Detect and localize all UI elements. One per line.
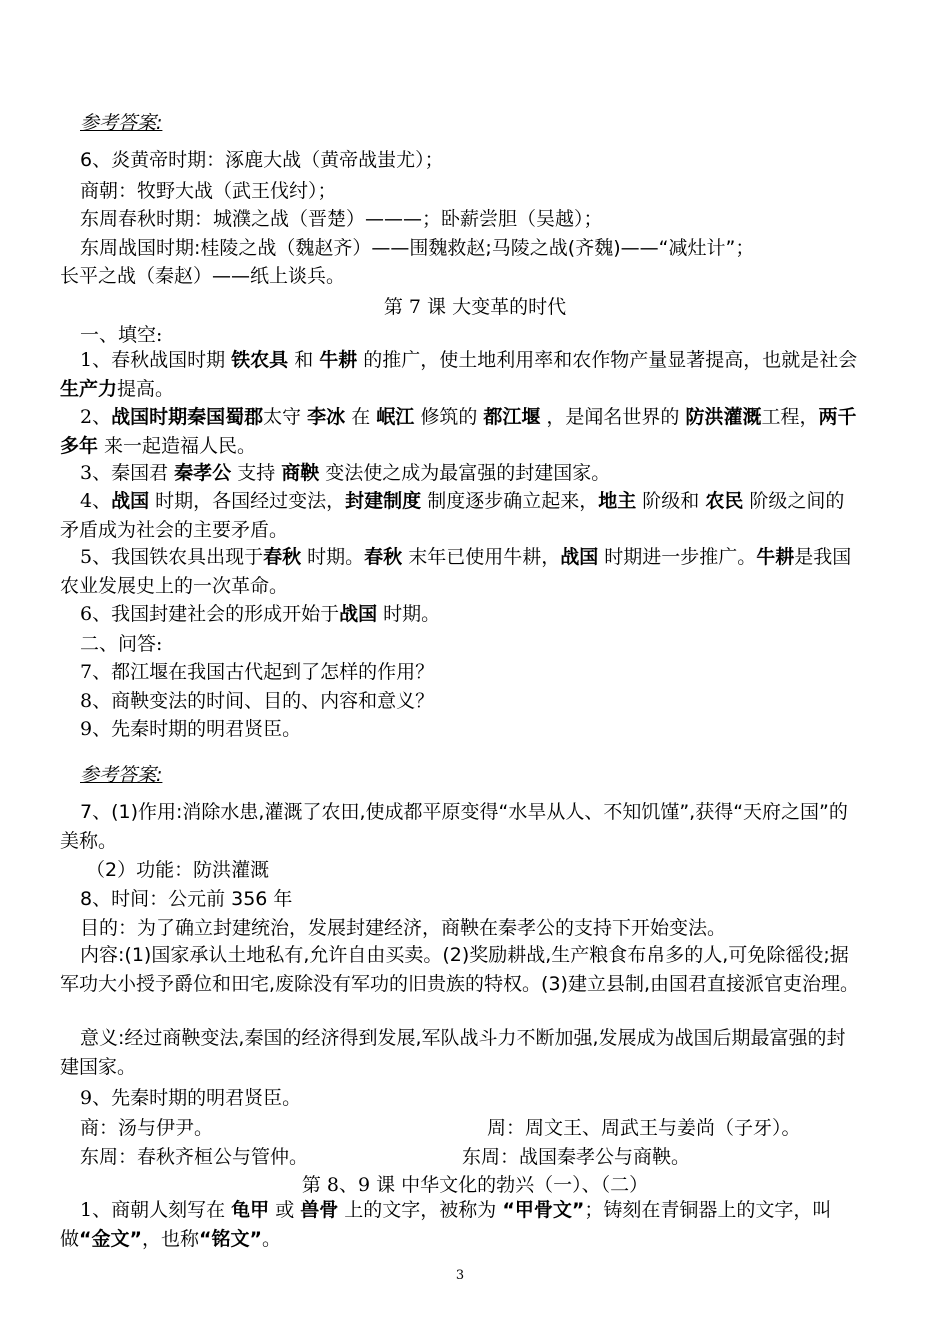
answer-line: 东周战国时期:桂陵之战（魏赵齐）——围魏救赵;马陵之战(齐魏)——“减灶计”； [80, 237, 755, 259]
reference-answer-label: 参考答案: [80, 112, 163, 134]
question-8: 8、商鞅变法的时间、目的、内容和意义？ [80, 690, 435, 712]
question-5: 5、我国铁农具出现于春秋 时期。春秋 末年已使用牛耕，战国 时期进一步推广。牛耕是我国农业发展史上的一次革命。 [60, 546, 852, 597]
answer-7: 7、(1)作用:消除水患,灌溉了农田,使成都平原变得“水旱从人、不知饥馑”,获得“天府之国”的美称。 [60, 801, 848, 852]
answer-8-meaning: 意义:经过商鞅变法,秦国的经济得到发展,军队战斗力不断加强,发展成为战国后期最富强的封建国家。 [60, 1027, 846, 1078]
question-1: 1、春秋战国时期 铁农具 和 牛耕 的推广，使土地利用率和农作物产量显著提高，也就是社会生产力提高。 [60, 349, 858, 400]
reference-answer-label: 参考答案: [80, 764, 163, 786]
question-2: 2、战国时期秦国蜀郡太守 李冰 在 岷江 修筑的 都江堰 ，是闻名世界的 防洪灌溉工程，两千多年 来一起造福人民。 [60, 406, 857, 457]
ruler-pair: 周：周文王、周武王与姜尚（子牙）。 [487, 1117, 801, 1139]
answer-line: 长平之战（秦赵）——纸上谈兵。 [60, 265, 346, 287]
answer-8-content: 内容:(1)国家承认土地私有,允许自由买卖。(2)奖励耕战,生产粮食布帛多的人,可免除徭役;据军功大小授予爵位和田宅,废除没有军功的旧贵族的特权。(3)建立县制,由国君直接派官吏治理。 [60, 944, 859, 995]
question-9: 9、先秦时期的明君贤臣。 [80, 718, 302, 740]
answer-9: 9、先秦时期的明君贤臣。 [80, 1087, 302, 1109]
ruler-pair: 商：汤与伊尹。 [80, 1117, 214, 1139]
ruler-pair: 东周：战国秦孝公与商鞅。 [462, 1146, 691, 1168]
question-7: 7、都江堰在我国古代起到了怎样的作用？ [80, 661, 435, 683]
answer-8-purpose: 目的：为了确立封建统治，发展封建经济，商鞅在秦孝公的支持下开始变法。 [80, 917, 727, 939]
section-heading: 二、问答: [80, 633, 163, 655]
answer-8-time: 8、时间：公元前 356 年 [80, 888, 293, 910]
lesson-title: 第 8、9 课 中华文化的勃兴（一）、（二） [301, 1174, 649, 1196]
question-6: 6、我国封建社会的形成开始于战国 时期。 [80, 603, 441, 625]
question-3: 3、秦国君 秦孝公 支持 商鞅 变法使之成为最富强的封建国家。 [80, 462, 611, 484]
page-number: 3 [455, 1268, 465, 1283]
answer-7-function: （2）功能：防洪灌溉 [86, 859, 270, 881]
answer-line: 东周春秋时期：城濮之战（晋楚）———；卧薪尝胆（吴越）； [80, 208, 603, 230]
lesson-89-question-1: 1、商朝人刻写在 龟甲 或 兽骨 上的文字，被称为 “甲骨文”；铸刻在青铜器上的文字，叫做“金文”，也称“铭文”。 [60, 1199, 832, 1250]
lesson-title: 第 7 课 大变革的时代 [383, 296, 567, 318]
question-4: 4、战国 时期，各国经过变法，封建制度 制度逐步确立起来，地主 阶级和 农民 阶级之间的矛盾成为社会的主要矛盾。 [60, 490, 845, 541]
answer-line: 商朝：牧野大战（武王伐纣）； [80, 180, 337, 202]
ruler-pair: 东周：春秋齐桓公与管仲。 [80, 1146, 309, 1168]
answer-line: 6、炎黄帝时期：涿鹿大战（黄帝战蚩尤）； [80, 149, 444, 171]
section-heading: 一、填空: [80, 324, 163, 346]
